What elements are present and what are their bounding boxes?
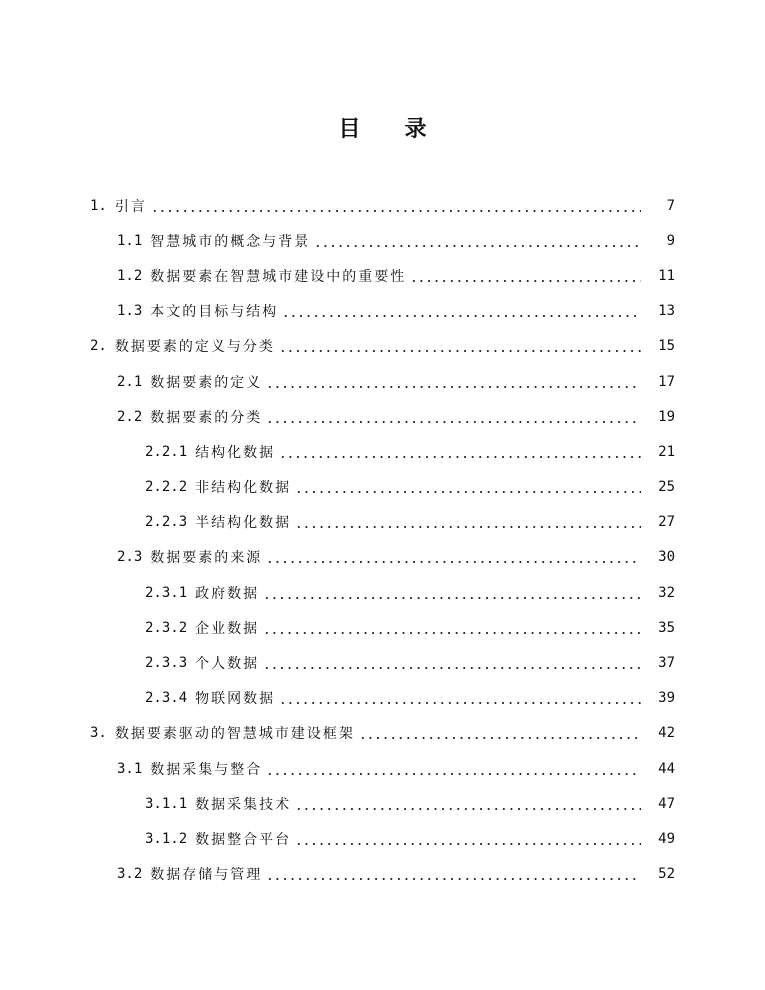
- toc-entry-page: 19: [658, 408, 675, 425]
- toc-dot-leader: [359, 724, 641, 742]
- toc-entry[interactable]: [0, 329, 765, 364]
- toc-dot-leader: [295, 830, 641, 848]
- toc-entry-number: 2.3.2: [145, 619, 188, 636]
- toc-entry-number: 2.2.3: [145, 514, 188, 531]
- toc-entry-page: 32: [658, 584, 675, 601]
- toc-entry-number: 2.3.1: [145, 584, 188, 601]
- toc-entry-page: 17: [658, 373, 675, 390]
- toc-entry-number: 2.3.3: [145, 655, 188, 672]
- toc-entry[interactable]: [0, 645, 765, 680]
- toc-entry-label: 数据要素的定义与分类: [114, 339, 275, 356]
- toc-entry[interactable]: [0, 681, 765, 716]
- toc-entry-number: 1.1: [117, 232, 143, 249]
- toc-entry-number: 1.2: [117, 267, 143, 284]
- toc-entry-page: 30: [658, 549, 675, 566]
- toc-entry-number: 2.: [90, 338, 107, 355]
- toc-entry-number: 3.1: [117, 760, 143, 777]
- toc-dot-leader: [151, 197, 641, 215]
- toc-entry[interactable]: [0, 540, 765, 575]
- toc-entry-label: 物联网数据: [195, 691, 276, 708]
- toc-dot-leader: [266, 373, 641, 391]
- toc-entry-label: 智慧城市的概念与背景: [150, 233, 311, 250]
- toc-dot-leader: [410, 267, 641, 285]
- toc-entry-number: 1.3: [117, 303, 143, 320]
- toc-dot-leader: [279, 443, 641, 461]
- toc-entry-label: 半结构化数据: [195, 515, 292, 532]
- toc-entry-number: 2.2.1: [145, 443, 188, 460]
- toc-entry[interactable]: [0, 188, 765, 223]
- toc-entry[interactable]: [0, 399, 765, 434]
- toc-dot-leader: [263, 654, 641, 672]
- toc-entry-page: 49: [658, 830, 675, 847]
- toc-entry-page: 37: [658, 655, 675, 672]
- toc-entry[interactable]: [0, 223, 765, 258]
- toc-title: [0, 112, 765, 143]
- toc-entry-number: 3.: [90, 725, 107, 742]
- toc-dot-leader: [263, 619, 641, 637]
- toc-entry[interactable]: [0, 610, 765, 645]
- toc-entry[interactable]: [0, 821, 765, 856]
- toc-dot-leader: [263, 584, 641, 602]
- toc-entry[interactable]: [0, 505, 765, 540]
- toc-dot-leader: [266, 408, 641, 426]
- toc-dot-leader: [266, 548, 641, 566]
- toc-title-char-2: 录: [404, 117, 427, 142]
- toc-entry-number: 2.1: [117, 373, 143, 390]
- toc-entry-label: 结构化数据: [195, 444, 276, 461]
- toc-entry[interactable]: [0, 434, 765, 469]
- toc-entry-number: 3.2: [117, 866, 143, 883]
- toc-entry-label: 企业数据: [195, 620, 260, 637]
- toc-dot-leader: [295, 513, 641, 531]
- toc-entry[interactable]: [0, 751, 765, 786]
- toc-entry-page: 21: [658, 443, 675, 460]
- toc-entry-number: 1.: [90, 197, 107, 214]
- toc-dot-leader: [314, 232, 641, 250]
- toc-entry-label: 数据要素的分类: [150, 409, 263, 426]
- toc-entry-label: 数据存储与管理: [150, 867, 263, 884]
- toc-entry[interactable]: [0, 364, 765, 399]
- toc-entry-number: 2.3: [117, 549, 143, 566]
- toc-entry-number: 2.2.2: [145, 479, 188, 496]
- toc-dot-leader: [279, 689, 641, 707]
- toc-entry-page: 13: [658, 303, 675, 320]
- toc-entry-page: 25: [658, 479, 675, 496]
- toc-dot-leader: [295, 795, 641, 813]
- toc-entry-label: 数据采集技术: [195, 796, 292, 813]
- toc-entry-page: 52: [658, 866, 675, 883]
- toc-list: [0, 188, 765, 892]
- toc-entry[interactable]: [0, 857, 765, 892]
- toc-entry-label: 非结构化数据: [195, 480, 292, 497]
- toc-entry-label: 数据要素的定义: [150, 374, 263, 391]
- toc-title-char-1: 目: [338, 117, 361, 142]
- toc-entry-page: 7: [666, 197, 675, 214]
- toc-entry[interactable]: [0, 575, 765, 610]
- toc-entry-label: 数据要素驱动的智慧城市建设框架: [114, 726, 355, 743]
- toc-entry-page: 47: [658, 795, 675, 812]
- toc-entry-page: 44: [658, 760, 675, 777]
- toc-entry-label: 政府数据: [195, 585, 260, 602]
- toc-entry-page: 39: [658, 690, 675, 707]
- toc-entry[interactable]: [0, 294, 765, 329]
- toc-entry[interactable]: [0, 470, 765, 505]
- toc-entry-page: 42: [658, 725, 675, 742]
- toc-entry-number: 3.1.2: [145, 830, 188, 847]
- toc-entry-label: 数据采集与整合: [150, 761, 263, 778]
- toc-entry-number: 2.2: [117, 408, 143, 425]
- toc-dot-leader: [282, 302, 641, 320]
- toc-dot-leader: [266, 760, 641, 778]
- toc-entry[interactable]: [0, 258, 765, 293]
- toc-entry-page: 35: [658, 619, 675, 636]
- toc-entry-page: 11: [658, 267, 675, 284]
- toc-entry-label: 本文的目标与结构: [150, 304, 279, 321]
- toc-entry-number: 3.1.1: [145, 795, 188, 812]
- toc-entry-label: 数据要素的来源: [150, 550, 263, 567]
- toc-dot-leader: [266, 865, 641, 883]
- toc-entry[interactable]: [0, 716, 765, 751]
- toc-entry-page: 9: [666, 232, 675, 249]
- toc-entry-page: 27: [658, 514, 675, 531]
- toc-entry-number: 2.3.4: [145, 690, 188, 707]
- toc-entry-label: 数据整合平台: [195, 831, 292, 848]
- toc-dot-leader: [279, 337, 641, 355]
- toc-entry[interactable]: [0, 786, 765, 821]
- toc-dot-leader: [295, 478, 641, 496]
- toc-entry-label: 个人数据: [195, 656, 260, 673]
- toc-entry-label: 数据要素在智慧城市建设中的重要性: [150, 268, 407, 285]
- toc-entry-label: 引言: [114, 198, 147, 215]
- toc-entry-page: 15: [658, 338, 675, 355]
